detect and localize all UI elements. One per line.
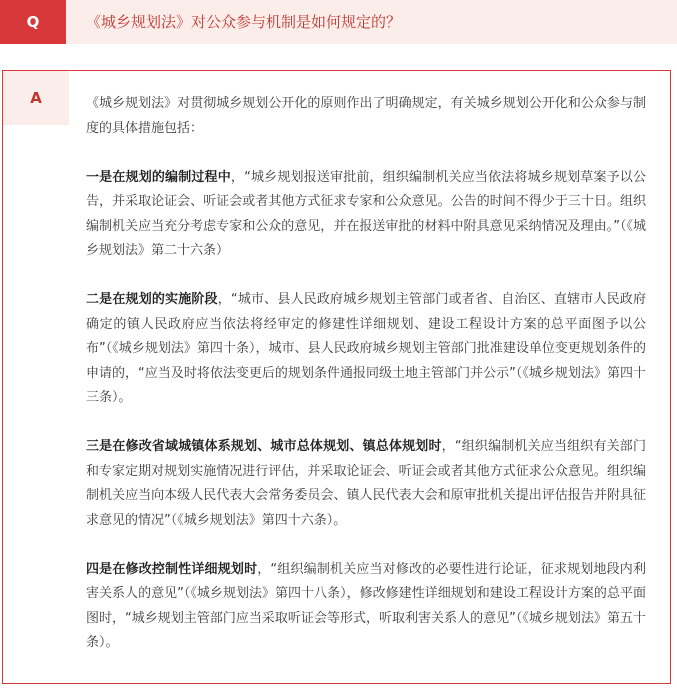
answer-item-4 — [86, 558, 646, 656]
answer-item-3 — [86, 435, 646, 533]
question-text: 《城乡规划法》对公众参与机制是如何规定的？ — [86, 13, 402, 31]
answer-item-text: ，“城市、县人民政府城乡规划主管部门或者省、自治区、直辖市人民政府确定的镇人民政府应当依法将经审定的修建性详细规划、建设工程设计方案的总平面图予以公布”（《城乡规划法》第四十条），城市、县人民政府城乡规划主管部门批准建设单位变更规划条件的申请的，“应当及时将依法变更后的规划条件通报同级土地主管部门并公示”（《城乡规划法》第四十三条）。 — [86, 292, 646, 405]
answer-item-lead: 一是在规划的编制过程中 — [86, 169, 231, 185]
answer-item-lead: 二是在规划的实施阶段 — [86, 292, 218, 307]
answer-item-lead: 四是在修改控制性详细规划时 — [86, 561, 258, 577]
question-bar — [0, 0, 677, 44]
answer-item-text: ，“城乡规划报送审批前，组织编制机关应当依法将城乡规划草案予以公告，并采取论证会、听证会或者其他方式征求专家和公众意见。公告的时间不得少于三十日。组织编制机关应当充分考虑专家和公众的意见，并在报送审批的材料中附具意见采纳情况及理由。”（《城乡规划法》第二十六条） — [86, 169, 646, 258]
answer-badge: A — [3, 71, 69, 125]
answer-intro: 《城乡规划法》对贯彻城乡规划公开化的原则作出了明确规定，有关城乡规划公开化和公众参与制度的具体措施包括： — [86, 96, 646, 136]
answer-item-text: ，“组织编制机关应当组织有关部门和专家定期对规划实施情况进行评估，并采取论证会、听证会或者其他方式征求公众意见。组织编制机关应当向本级人民代表大会常务委员会、镇人民代表大会和原审批机关提出评估报告并附具征求意见的情况”（《城乡规划法》第四十六条）。 — [86, 439, 646, 528]
answer-item-2 — [86, 288, 646, 411]
question-badge: Q — [0, 0, 66, 44]
answer-body — [86, 92, 646, 680]
answer-item-lead: 三是在修改省域城镇体系规划、城市总体规划、镇总体规划时 — [86, 439, 442, 454]
answer-item-text: ，“组织编制机关应当对修改的必要性进行论证，征求规划地段内利害关系人的意见”（《城乡规划法》第四十八条），修改修建性详细规划和建设工程设计方案的总平面图时，“城乡规划主管部门应当采取听证会等形式，听取利害关系人的意见”（《城乡规划法》第五十条）。 — [86, 561, 646, 650]
answer-item-1 — [86, 166, 646, 264]
